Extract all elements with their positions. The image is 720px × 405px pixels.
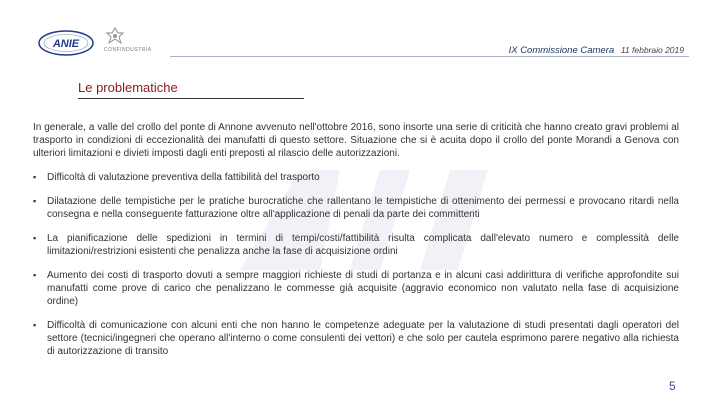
main-content — [33, 121, 679, 369]
anie-logo — [38, 30, 94, 56]
list-item-text: Aumento dei costi di trasporto dovuti a sempre maggiori richieste di studi di portanza e in alcuni casi addirittura di verifiche approfondite sui manufatti come prove di carico che penalizzano le commesse già acquisite (aggravio economico non valutato nella fase di acquisizione ordine) — [47, 270, 679, 307]
confindustria-emblem-icon — [104, 26, 126, 46]
list-item — [33, 171, 679, 184]
intro-paragraph: In generale, a valle del crollo del ponte di Annone avvenuto nell'ottobre 2016, sono insorte una serie di criticità che hanno creato gravi problemi al trasporto in condizioni di eccezionalità dei manufatti di questo settore. Situazione che si è acuita dopo il crollo del ponte Morandi a Genova con ulteriori limitazioni e divieti imposti dagli enti preposti al rilascio delle autorizzazioni. — [33, 122, 679, 159]
meeting-date: 11 febbraio 2019 — [620, 45, 684, 55]
bullet-icon: ▪ — [33, 233, 37, 243]
list-item — [33, 319, 679, 358]
title-underline — [78, 98, 304, 99]
list-item — [33, 195, 679, 221]
list-item — [33, 232, 679, 258]
list-item-text: Difficoltà di valutazione preventiva della fattibilità del trasporto — [47, 172, 320, 183]
bullet-icon: ▪ — [33, 172, 37, 182]
meeting-info — [509, 45, 684, 56]
bullet-icon: ▪ — [33, 320, 37, 330]
meeting-name: IX Commissione Camera — [508, 45, 615, 56]
anie-logo-text: ANIE — [52, 38, 80, 50]
bullet-list — [33, 171, 679, 358]
list-item — [33, 269, 679, 308]
list-item-text: Difficoltà di comunicazione con alcuni enti che non hanno le competenze adeguate per la valutazione di studi presentati dagli operatori del settore (tecnici/ingegneri che operano all'interno o come consulenti dei vettori) e che solo per cautela esprimono parere negativo alla richiesta di autorizzazione di transito — [47, 320, 679, 357]
list-item-text: Dilatazione delle tempistiche per le pratiche burocratiche che rallentano le tempistiche di ottenimento dei permessi e provocano ritardi nella consegna e nella conseguente fatturazione oltre all'applicazione di penali da parte dei committenti — [47, 196, 679, 220]
confindustria-label: CONFINDUSTRIA — [104, 47, 152, 53]
header — [0, 0, 720, 66]
page-title: Le problematiche — [78, 80, 178, 95]
bullet-icon: ▪ — [33, 196, 37, 206]
header-divider — [170, 56, 689, 57]
list-item-text: La pianificazione delle spedizioni in termini di tempi/costi/fattibilità risulta complicata dall'elevato numero e complessità delle limitazioni/restrizioni esistenti che penalizza anche la fase di acquisizione ordini — [47, 233, 679, 257]
bullet-icon: ▪ — [33, 270, 37, 280]
page-number: 5 — [669, 379, 676, 393]
